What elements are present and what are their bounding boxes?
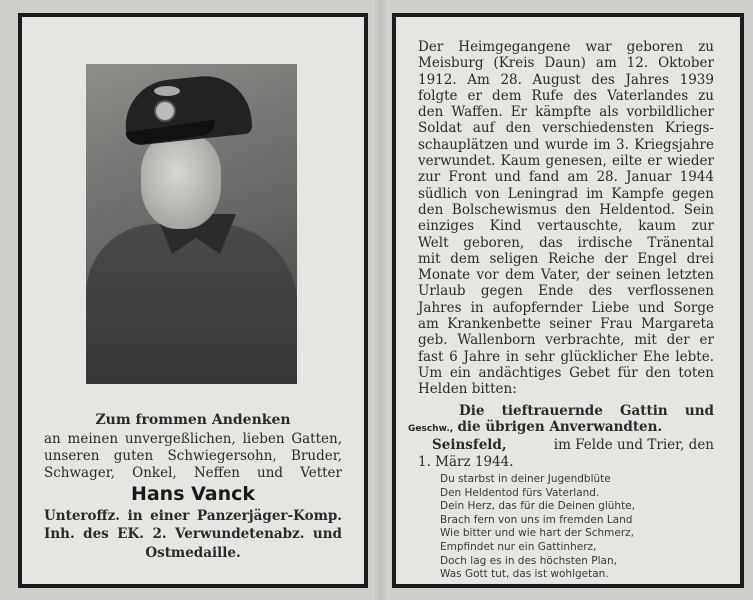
poem-line: Empfindet nur ein Gattinherz, — [440, 540, 597, 553]
intro-line: unseren guten Schwiegersohn, Bruder, — [44, 448, 342, 464]
bio-line: Welt geboren, das irdische Tränental — [418, 234, 714, 251]
biography-text — [418, 39, 714, 381]
bio-line: Monate vor dem Vater, der seinen letzten — [418, 267, 714, 284]
poem-line: Dein Herz, das für die Deinen glühte, — [440, 500, 635, 513]
right-card-panel — [392, 13, 744, 588]
poem-line: Brach fern von uns im fremden Land — [440, 513, 633, 526]
place-name: Seinsfeld, — [432, 437, 507, 453]
bio-line: zur Front und fand am 28. Januar 1944 — [418, 169, 714, 186]
place-rest: im Felde und Trier, den — [553, 437, 714, 453]
card-fold — [372, 0, 390, 600]
intro-line: Schwager, Onkel, Neffen und Vetter — [44, 465, 342, 481]
poem — [440, 473, 635, 582]
bio-line: 1912. Am 28. August des Jahres 1939 — [418, 71, 714, 88]
bio-line: folgte er dem Rufe des Vaterlandes zu — [418, 87, 714, 104]
rank-line: Ostmedaille. — [145, 545, 241, 561]
bio-line: Jahres in aufopfernder Liebe und Sorge — [418, 299, 714, 316]
poem-line: Du starbst in deiner Jugendblüte — [440, 473, 611, 485]
poem-line: Was Gott tut, das ist wohlgetan. — [440, 568, 609, 581]
bio-line: Der Heimgegangene war geboren zu — [418, 39, 714, 55]
deceased-name: Hans Vanck — [130, 483, 256, 505]
memorial-heading: Zum frommen Andenken — [95, 412, 291, 428]
bio-line: einziges Kind vertauschte, kaum zur — [418, 218, 714, 235]
bio-line: südlich von Leningrad im Kampfe gegen — [418, 185, 714, 202]
bio-line: Urlaub gegen Ende des verflossenen — [418, 283, 714, 300]
rank-line: Unteroffz. in einer Panzerjäger-Komp. — [44, 508, 342, 524]
poem-line: Wie bitter und wie hart der Schmerz, — [440, 527, 634, 540]
mourners-line: die übrigen Anverwandten. — [457, 419, 663, 435]
soldier-portrait-photo — [86, 64, 297, 384]
bio-line: mit dem seligen Reiche der Engel drei — [418, 250, 714, 267]
mourners-stamp: Geschw., — [408, 424, 454, 434]
bio-last-line: Helden bitten: — [418, 381, 517, 397]
date: 1. März 1944. — [418, 454, 514, 470]
rank-line: Inh. des EK. 2. Verwundetenabz. und — [44, 526, 342, 542]
bio-line: verwundet. Kaum genesen, eilte er wieder — [418, 153, 714, 170]
bio-line: fast 6 Jahre in sehr glücklicher Ehe lebte. — [418, 348, 714, 365]
bio-line: schauplätzen und wurde im 3. Kriegsjahre — [418, 136, 714, 153]
bio-line: Meisburg (Kreis Daun) am 12. Oktober — [418, 55, 714, 72]
bio-line: Soldat auf den verschiedensten Kriegs- — [418, 120, 714, 137]
intro-line: an meinen unvergeßlichen, lieben Gatten, — [44, 431, 342, 447]
left-card-panel — [18, 13, 368, 588]
poem-line: Den Heldentod fürs Vaterland. — [440, 486, 600, 499]
bio-line: am Krankenbette seiner Frau Margareta — [418, 316, 714, 333]
poem-line: Doch lag es in des höchsten Plan, — [440, 554, 617, 567]
bio-line: geb. Wallenborn verbrachte, mit der er — [418, 332, 714, 349]
mourners-line: Die tieftrauernde Gattin und — [459, 403, 714, 419]
bio-line: Um ein andächtiges Gebet für den toten — [418, 364, 714, 381]
bio-line: den Bolschewismus den Heldentod. Sein — [418, 201, 714, 218]
bio-line: den Waffen. Er kämpfte als vorbildlicher — [418, 104, 714, 121]
